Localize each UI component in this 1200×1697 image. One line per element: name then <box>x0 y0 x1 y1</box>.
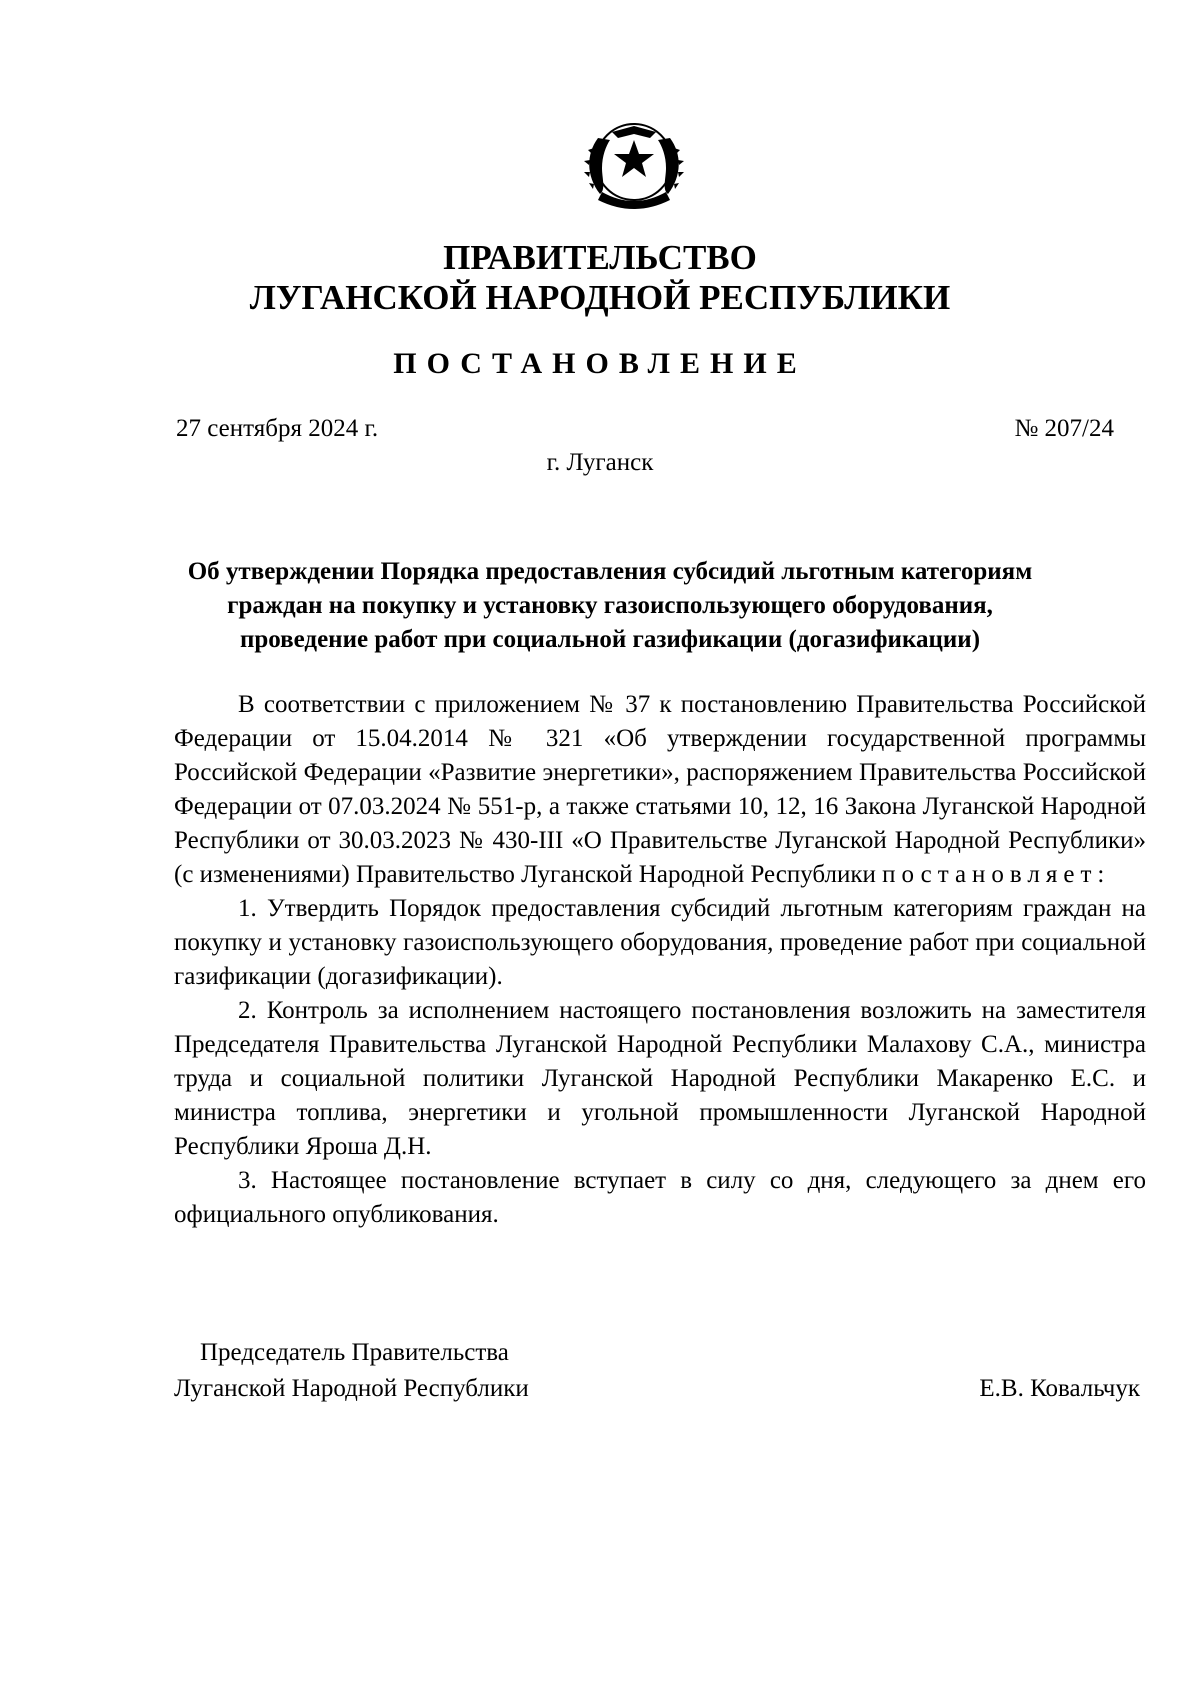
signatory-title-line2: Луганской Народной Республики <box>174 1375 529 1402</box>
subject-line2: граждан на покупку и установку газоиспользующего оборудования, <box>227 592 993 619</box>
document-number: № 207/24 <box>1014 415 1114 442</box>
subject-line3: проведение работ при социальной газификации (догазификации) <box>239 626 981 653</box>
item-2: 2. Контроль за исполнением настоящего постановления возложить на заместителя Председателя Правительства Луганской Народной Республики Малахову С.А., министра труда и социальной политики Луганской Народной Республики Макаренко Е.С. и министра топлива, энергетики и угольной промышленности Луганской Народной Республики Яроша Д.Н. <box>174 997 1146 1160</box>
document-subject <box>150 555 1070 657</box>
item-3: 3. Настоящее постановление вступает в силу со дня, следующего за днем его официального опубликования. <box>174 1167 1146 1228</box>
decree-word: постановляет: <box>882 861 1111 888</box>
document-city: г. Луганск <box>546 449 654 476</box>
preamble-paragraph <box>174 688 1146 892</box>
preamble-text: В соответствии с приложением № 37 к постановлению Правительства Российской Федерации от 15.04.2014 № 321 «Об утверждении государственной программы Российской Федерации «Развитие энергетики», распоряжением Правительства Российской Федерации от 07.03.2024 № 551-р, а также статьями 10, 12, 16 Закона Луганской Народной Республики от 30.03.2023 № 430-III «О Правительстве Луганской Народной Республики» (с изменениями) Правительство Луганской Народной Республики <box>174 691 1146 888</box>
state-emblem-icon <box>572 118 696 218</box>
item-1: 1. Утвердить Порядок предоставления субсидий льготным категориям граждан на покупку и установку газоиспользующего оборудования, проведение работ при социальной газификации (догазификации). <box>174 895 1146 990</box>
signatory-title <box>174 1335 529 1407</box>
signatory-name: Е.В. Ковальчук <box>979 1375 1140 1402</box>
document-body <box>174 688 1146 1232</box>
subject-line1: Об утверждении Порядка предоставления субсидий льготным категориям <box>187 558 1033 585</box>
signatory-title-line1: Председатель Правительства <box>200 1339 509 1366</box>
government-title <box>0 238 1200 318</box>
document-type: ПОСТАНОВЛЕНИЕ <box>393 347 807 380</box>
government-title-line2: ЛУГАНСКОЙ НАРОДНОЙ РЕСПУБЛИКИ <box>249 278 951 317</box>
document-date: 27 сентября 2024 г. <box>176 415 379 442</box>
government-title-line1: ПРАВИТЕЛЬСТВО <box>443 238 757 277</box>
